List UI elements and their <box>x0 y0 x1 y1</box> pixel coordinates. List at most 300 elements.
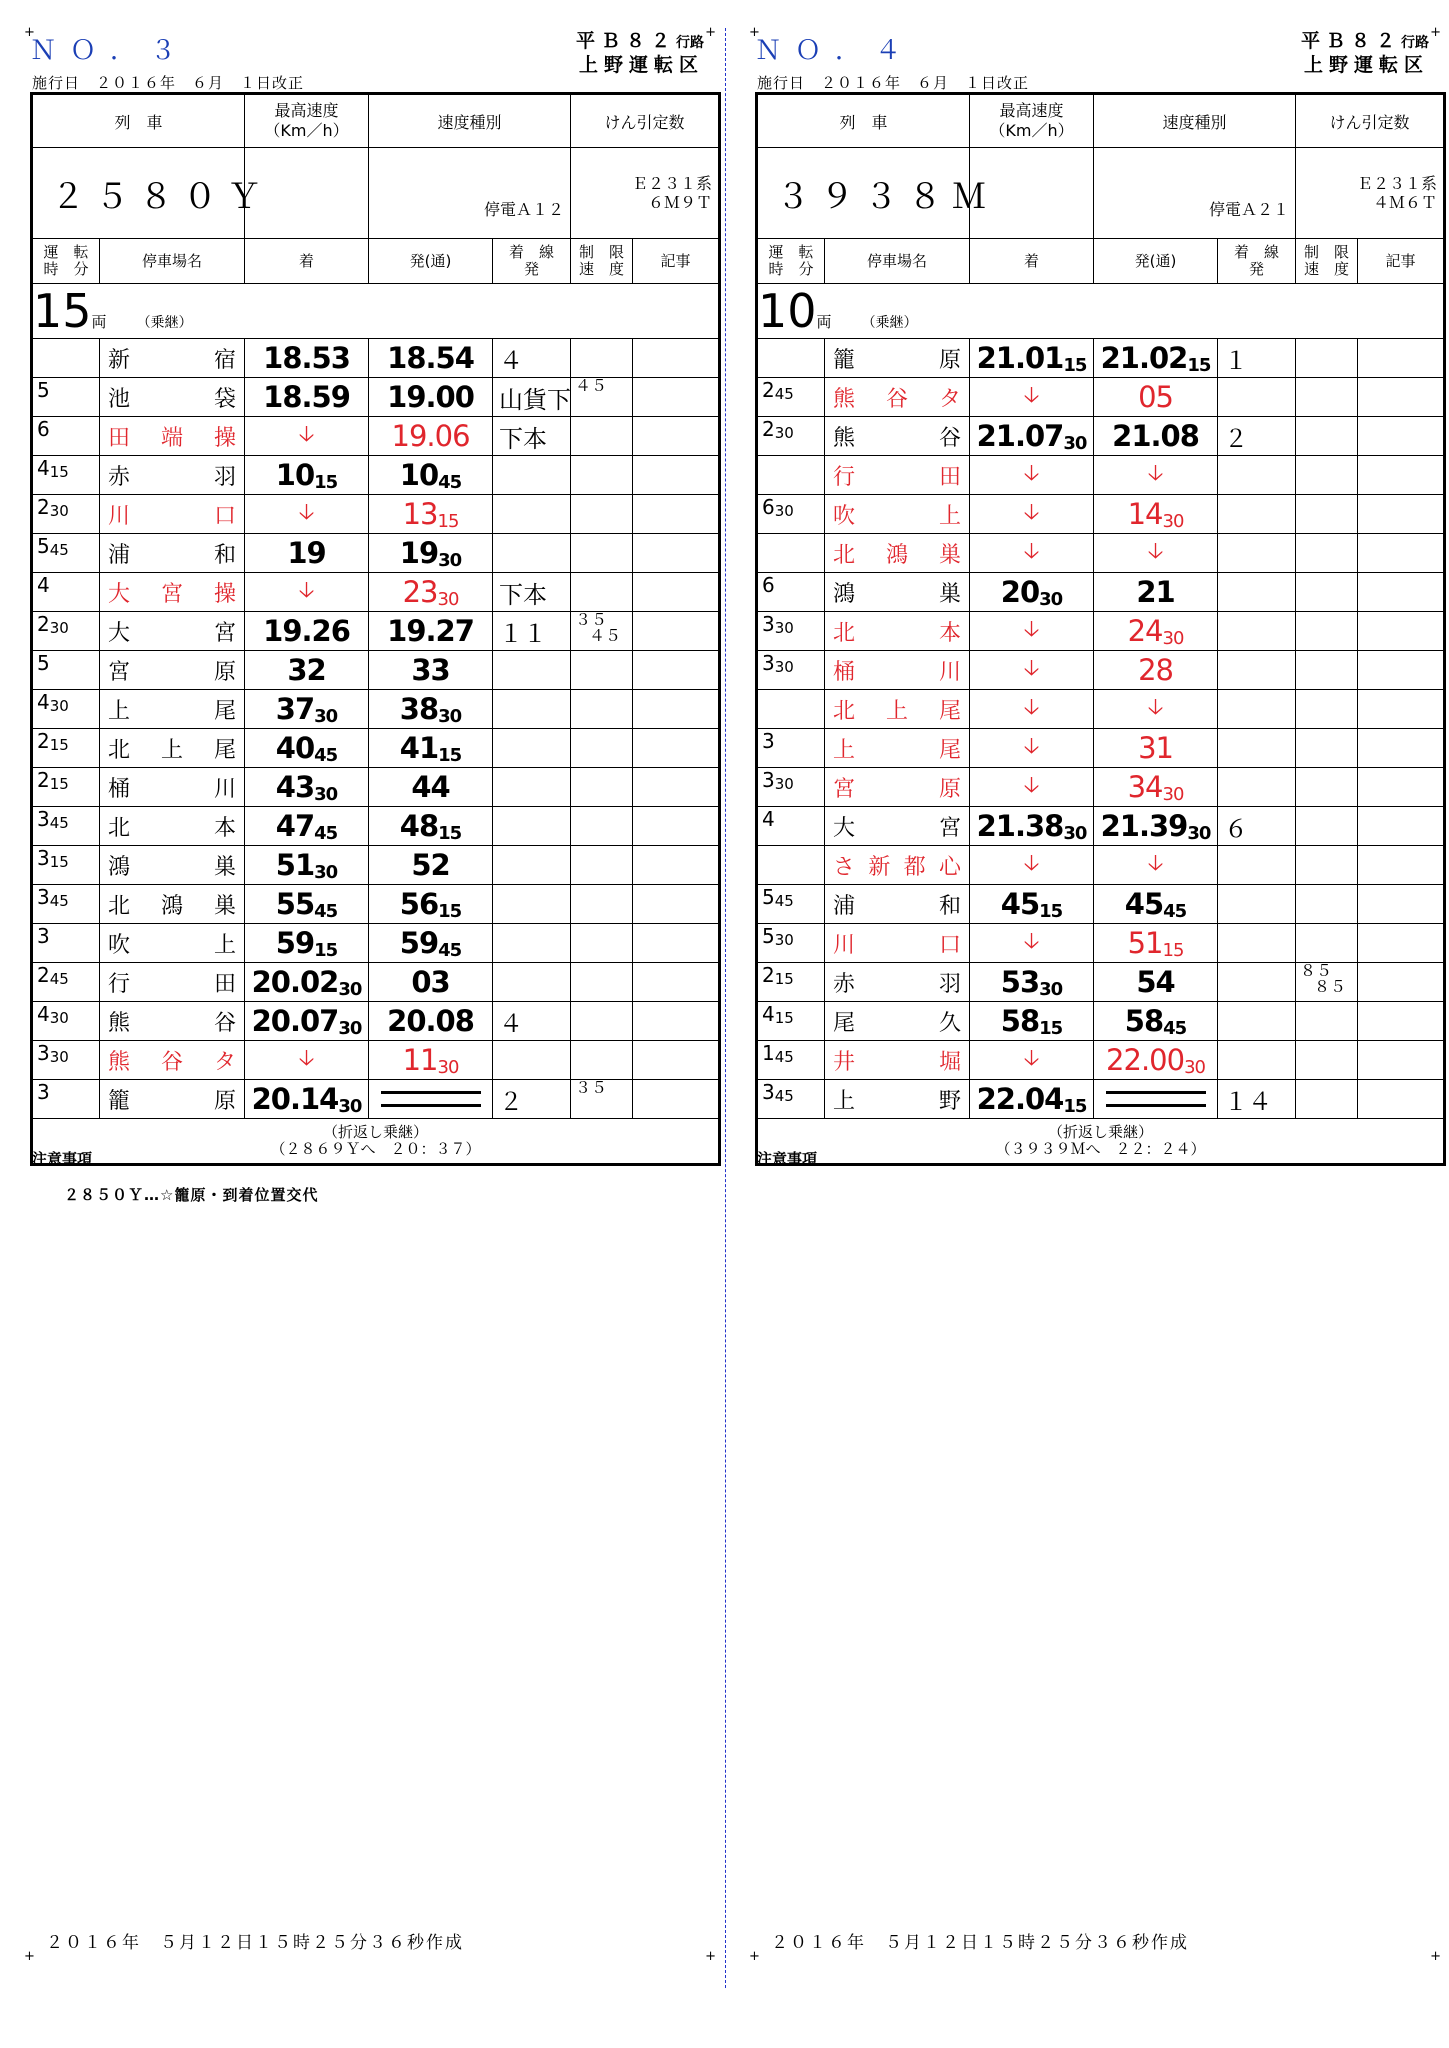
station-name: 大宮 <box>100 612 245 651</box>
teiden-code: 停電Ａ２１ <box>1094 148 1296 239</box>
run-min: 4 <box>37 456 50 480</box>
run-time <box>757 456 825 495</box>
run-time <box>32 1041 100 1080</box>
timetable-sheet-3 <box>0 0 720 2048</box>
arrival-main: 40 <box>275 731 315 765</box>
run-min: 4 <box>37 690 50 714</box>
car-series: Ｅ２３１系 <box>632 174 713 193</box>
arrival-main: 21.38 <box>976 809 1064 843</box>
station-name: 新宿 <box>100 339 245 378</box>
arrival-main: 59 <box>275 926 315 960</box>
departure-sec: 30 <box>1162 628 1184 649</box>
track-number <box>1218 573 1296 612</box>
run-time <box>32 612 100 651</box>
table-row <box>32 573 720 612</box>
departure-time <box>1094 417 1218 456</box>
limit-value-2 <box>575 938 589 957</box>
maxspeed-header <box>245 94 369 148</box>
limit-value-2 <box>1300 470 1314 489</box>
run-sec: 30 <box>774 424 794 442</box>
run-min: 4 <box>762 807 775 831</box>
run-sec: 15 <box>774 970 794 988</box>
table-row <box>32 1041 720 1080</box>
run-sec: 45 <box>774 385 794 403</box>
table-row <box>32 417 720 456</box>
track-number <box>1218 963 1296 1002</box>
departure-sec: 30 <box>438 550 462 571</box>
departure-time <box>369 1041 493 1080</box>
terminal-mark <box>369 1080 493 1119</box>
departure-header: 発(通) <box>1094 239 1218 284</box>
limit-value-2 <box>1300 743 1314 762</box>
arrival-main: 19.26 <box>263 614 350 648</box>
run-sec: 45 <box>49 892 69 910</box>
speed-limit <box>1296 1080 1358 1119</box>
track-number <box>1218 885 1296 924</box>
table-row <box>32 1080 720 1119</box>
speed-limit <box>571 612 633 651</box>
table-row <box>757 768 1445 807</box>
sheet-number: ＮＯ．４ <box>755 36 916 66</box>
departure-main: 56 <box>399 887 439 921</box>
run-sec: 45 <box>49 814 69 832</box>
run-sec: 15 <box>774 1009 794 1027</box>
pass-arrow-icon: 🡣 <box>1094 846 1218 885</box>
run-min: 6 <box>762 573 775 597</box>
run-sec: 45 <box>774 1048 794 1066</box>
notes-cell <box>1358 1080 1445 1119</box>
notes-header: 記事 <box>1358 239 1445 284</box>
pass-arrow-icon: 🡣 <box>1094 534 1218 573</box>
table-row <box>757 963 1445 1002</box>
departure-main: 34 <box>1127 770 1163 804</box>
transfer-note: （乗継） <box>861 315 918 331</box>
arrival-sec: 30 <box>1063 823 1087 844</box>
departure-time <box>369 963 493 1002</box>
departure-time <box>369 846 493 885</box>
run-time <box>757 534 825 573</box>
track-number: 山貨下 <box>493 378 571 417</box>
track-number <box>1218 1002 1296 1041</box>
table-row <box>757 1002 1445 1041</box>
run-min: 3 <box>37 807 50 831</box>
arrival-time <box>245 378 369 417</box>
return-train: （２８６９Ｙへ ２０：３７） <box>270 1140 481 1158</box>
speed-limit <box>571 1002 633 1041</box>
track-header <box>493 239 571 284</box>
pass-arrow-icon: 🡣 <box>245 417 369 456</box>
departure-time <box>369 807 493 846</box>
departure-time <box>369 339 493 378</box>
table-row <box>32 729 720 768</box>
run-time <box>32 924 100 963</box>
route-suffix: 行路 <box>676 35 704 51</box>
track-number <box>1218 534 1296 573</box>
departure-main: 59 <box>399 926 439 960</box>
station-name: 熊谷タ <box>825 378 970 417</box>
track-number <box>493 963 571 1002</box>
arrival-main: 21.01 <box>976 341 1064 375</box>
limit-value-2 <box>575 704 589 723</box>
departure-sec: 45 <box>438 940 462 961</box>
departure-sec: 45 <box>1163 901 1187 922</box>
arrival-sec: 30 <box>338 1096 362 1117</box>
run-sec: 45 <box>49 541 69 559</box>
speed-limit <box>1296 1002 1358 1041</box>
notes-cell <box>1358 378 1445 417</box>
pass-arrow-icon: 🡣 <box>970 378 1094 417</box>
run-min: 1 <box>762 1041 775 1065</box>
station-name: 吹上 <box>825 495 970 534</box>
station-name: 大宮 <box>825 807 970 846</box>
run-time <box>32 807 100 846</box>
created-timestamp: ２０１６年 ５月１２日１５時２５分３６秒作成 <box>771 1933 1189 1953</box>
station-name: 鴻巣 <box>100 846 245 885</box>
departure-time <box>1094 729 1218 768</box>
departure-main: 03 <box>411 965 450 999</box>
speed-limit <box>1296 495 1358 534</box>
car-count-unit: 両 <box>91 313 107 331</box>
departure-main: 28 <box>1138 653 1173 687</box>
pass-arrow-icon: 🡣 <box>970 924 1094 963</box>
notes-cell <box>633 378 720 417</box>
limit-value-2 <box>575 782 589 801</box>
speed-limit <box>1296 417 1358 456</box>
departure-main: 51 <box>1127 926 1163 960</box>
arrival-main: 18.53 <box>263 341 350 375</box>
track-label: 着 線 <box>1234 243 1280 261</box>
run-min: 5 <box>37 378 50 402</box>
limit-value-2 <box>1300 431 1314 450</box>
table-row <box>757 417 1445 456</box>
station-name: 籠原 <box>825 339 970 378</box>
limit-value-2 <box>575 743 589 762</box>
limit-value-2 <box>575 587 589 606</box>
station-name: 桶川 <box>825 651 970 690</box>
run-time <box>32 1002 100 1041</box>
limit-value: ３５ <box>575 610 608 629</box>
run-time <box>757 339 825 378</box>
sheet-number: ＮＯ．３ <box>30 36 191 66</box>
return-label: （折返し乗継） <box>323 1123 429 1141</box>
station-name: 鴻巣 <box>825 573 970 612</box>
arrival-sec: 15 <box>1039 901 1063 922</box>
departure-time <box>369 534 493 573</box>
arrival-time <box>245 924 369 963</box>
run-time <box>757 378 825 417</box>
departure-main: 05 <box>1138 380 1173 414</box>
speed-limit <box>571 339 633 378</box>
run-sec: 30 <box>774 775 794 793</box>
station-name: 北上尾 <box>825 690 970 729</box>
notes-cell <box>1358 768 1445 807</box>
limit-unit: 速 度 <box>579 260 625 278</box>
limit-value: ８５ <box>1300 961 1333 980</box>
column-header-row <box>32 239 720 284</box>
station-header: 停車場名 <box>100 239 245 284</box>
departure-time <box>369 924 493 963</box>
track-number <box>1218 378 1296 417</box>
departure-main: 19.00 <box>387 380 474 414</box>
speed-limit-header <box>1296 239 1358 284</box>
track-number: １４ <box>1218 1080 1296 1119</box>
station-name: 浦和 <box>100 534 245 573</box>
limit-value-2 <box>575 1016 589 1035</box>
departure-time <box>1094 807 1218 846</box>
speed-limit <box>1296 534 1358 573</box>
arrival-sec: 30 <box>314 862 338 883</box>
arrival-time <box>245 885 369 924</box>
departure-main: 19.27 <box>387 614 474 648</box>
arrival-sec: 30 <box>314 706 338 727</box>
station-name: 池袋 <box>100 378 245 417</box>
run-time <box>757 807 825 846</box>
notes-cell <box>633 1002 720 1041</box>
limit-value-2 <box>575 548 589 567</box>
notes-cell <box>633 768 720 807</box>
run-min: 2 <box>762 963 775 987</box>
track-number: １１ <box>493 612 571 651</box>
arrival-main: 51 <box>275 848 315 882</box>
table-row <box>757 534 1445 573</box>
table-row <box>757 378 1445 417</box>
arrival-sec: 15 <box>314 940 338 961</box>
run-time <box>32 1080 100 1119</box>
departure-main: 52 <box>411 848 450 882</box>
train-header: 列 車 <box>32 94 245 148</box>
created-timestamp: ２０１６年 ５月１２日１５時２５分３６秒作成 <box>46 1933 464 1953</box>
departure-main: 58 <box>1124 1004 1164 1038</box>
arrival-time <box>245 651 369 690</box>
run-sec: 30 <box>774 619 794 637</box>
run-sec: 30 <box>774 658 794 676</box>
table-row <box>32 534 720 573</box>
speed-limit <box>571 807 633 846</box>
run-min: 4 <box>37 1002 50 1026</box>
speed-limit <box>571 729 633 768</box>
run-sec: 15 <box>49 463 69 481</box>
departure-main: 19.06 <box>391 419 470 453</box>
run-time <box>757 651 825 690</box>
pass-arrow-icon: 🡣 <box>970 495 1094 534</box>
column-header-row <box>757 239 1445 284</box>
departure-main: 18.54 <box>387 341 474 375</box>
speed-limit <box>1296 924 1358 963</box>
speed-limit <box>571 963 633 1002</box>
notes-cell <box>1358 495 1445 534</box>
train-header: 列 車 <box>757 94 970 148</box>
pass-arrow-icon: 🡣 <box>970 456 1094 495</box>
arrival-time <box>245 807 369 846</box>
arrival-sec: 45 <box>314 823 338 844</box>
table-row <box>757 924 1445 963</box>
run-min: 2 <box>37 729 50 753</box>
station-header: 停車場名 <box>825 239 970 284</box>
run-time <box>32 885 100 924</box>
arrival-time <box>245 1080 369 1119</box>
run-min: 2 <box>37 768 50 792</box>
limit-value-2 <box>1300 392 1314 411</box>
track-number <box>493 807 571 846</box>
table-row <box>32 1002 720 1041</box>
arrival-main: 45 <box>1000 887 1040 921</box>
arrival-main: 43 <box>275 770 315 804</box>
limit-value-2 <box>575 977 589 996</box>
table-row <box>32 846 720 885</box>
notes-cell <box>1358 456 1445 495</box>
station-name: 桶川 <box>100 768 245 807</box>
departure-sec: 15 <box>1162 940 1184 961</box>
run-min: 3 <box>762 651 775 675</box>
return-label: （折返し乗継） <box>1048 1123 1154 1141</box>
arrival-sec: 30 <box>338 979 362 1000</box>
corner-mark: + <box>749 1949 760 1964</box>
arrival-sec: 30 <box>314 784 338 805</box>
train-row <box>32 148 720 239</box>
limit-value-2 <box>575 509 589 528</box>
speed-limit <box>571 690 633 729</box>
notes-cell <box>633 495 720 534</box>
corner-mark: + <box>1430 1949 1441 1964</box>
arrival-main: 37 <box>275 692 315 726</box>
station-name: 浦和 <box>825 885 970 924</box>
limit-value-2 <box>1300 704 1314 723</box>
notes-cell <box>1358 417 1445 456</box>
speed-limit <box>571 417 633 456</box>
run-sec: 45 <box>774 892 794 910</box>
speed-limit <box>1296 378 1358 417</box>
table-row <box>32 690 720 729</box>
speed-limit <box>1296 729 1358 768</box>
table-row <box>32 378 720 417</box>
arrival-time <box>970 1080 1094 1119</box>
notes-cell <box>633 417 720 456</box>
track-number: ４ <box>493 339 571 378</box>
arrival-time <box>245 612 369 651</box>
run-min: 5 <box>37 534 50 558</box>
departure-time <box>369 690 493 729</box>
arrival-main: 18.59 <box>263 380 350 414</box>
table-row <box>757 1041 1445 1080</box>
arrival-main: 19 <box>287 536 326 570</box>
train-number: ３９３８Ｍ <box>757 148 970 239</box>
maxspeed-label: 最高速度 <box>274 101 339 120</box>
run-sec: 30 <box>49 1048 69 1066</box>
pass-arrow-icon: 🡣 <box>245 1041 369 1080</box>
notes-cell <box>1358 651 1445 690</box>
speed-limit <box>571 885 633 924</box>
departure-time <box>1094 885 1218 924</box>
track-number <box>1218 495 1296 534</box>
car-count-unit: 両 <box>816 313 832 331</box>
arrival-header: 着 <box>245 239 369 284</box>
run-min: 2 <box>37 963 50 987</box>
pass-arrow-icon: 🡣 <box>970 651 1094 690</box>
timetable-table <box>755 92 1446 1166</box>
arrival-main: 21.07 <box>976 419 1064 453</box>
arrival-main: 47 <box>275 809 315 843</box>
limit-value-2: ４５ <box>589 626 622 645</box>
arrival-main: 20.02 <box>251 965 339 999</box>
train-row <box>757 148 1445 239</box>
departure-main: 45 <box>1124 887 1164 921</box>
limit-value-2 <box>1300 1094 1314 1113</box>
train-number: ２５８０Ｙ <box>32 148 245 239</box>
cars-row <box>757 284 1445 339</box>
arrival-sec: 30 <box>1039 589 1063 610</box>
departure-main: 38 <box>399 692 439 726</box>
speed-limit <box>1296 339 1358 378</box>
table-row <box>757 495 1445 534</box>
limit-value-2 <box>575 899 589 918</box>
run-time-unit: 時 分 <box>43 260 89 278</box>
track-number <box>493 1041 571 1080</box>
station-name: 上尾 <box>825 729 970 768</box>
run-time <box>32 534 100 573</box>
departure-time <box>1094 612 1218 651</box>
departure-time <box>369 612 493 651</box>
notes-header: 記事 <box>633 239 720 284</box>
track-number <box>493 729 571 768</box>
departure-main: 21 <box>1136 575 1175 609</box>
notes-cell <box>1358 807 1445 846</box>
speed-limit <box>571 534 633 573</box>
table-row <box>32 768 720 807</box>
arrival-sec: 15 <box>1063 355 1087 376</box>
speed-limit <box>571 846 633 885</box>
station-name: さ新都心 <box>825 846 970 885</box>
departure-time <box>369 651 493 690</box>
run-time <box>32 690 100 729</box>
run-min: 2 <box>37 612 50 636</box>
effective-date: 施行日 ２０１６年 ６月 １日改正 <box>757 74 1030 92</box>
table-row <box>757 1080 1445 1119</box>
run-time <box>757 573 825 612</box>
pass-arrow-icon: 🡣 <box>970 1041 1094 1080</box>
arrival-time <box>970 573 1094 612</box>
notes-cell <box>1358 924 1445 963</box>
run-min: 6 <box>37 417 50 441</box>
table-row <box>757 690 1445 729</box>
departure-main: 48 <box>399 809 439 843</box>
limit-label: 制 限 <box>579 243 625 261</box>
arrival-main: 55 <box>275 887 315 921</box>
arrival-header: 着 <box>970 239 1094 284</box>
run-time <box>757 963 825 1002</box>
departure-main: 41 <box>399 731 439 765</box>
table-row <box>32 612 720 651</box>
speed-limit <box>571 573 633 612</box>
limit-value-2 <box>1300 821 1314 840</box>
limit-value-2 <box>575 431 589 450</box>
arrival-time <box>245 768 369 807</box>
departure-sec: 15 <box>438 745 462 766</box>
departure-main: 33 <box>411 653 450 687</box>
limit-value-2 <box>1300 587 1314 606</box>
car-count <box>757 284 1445 339</box>
departure-time <box>1094 495 1218 534</box>
station-name: 熊谷 <box>825 417 970 456</box>
limit-label: 制 限 <box>1304 243 1350 261</box>
station-name: 行田 <box>825 456 970 495</box>
limit-value-2 <box>575 392 589 411</box>
run-sec: 30 <box>49 1009 69 1027</box>
run-min: 4 <box>762 1002 775 1026</box>
car-count-value: 10 <box>758 284 817 338</box>
limit-value-2 <box>1300 782 1314 801</box>
speed-limit <box>1296 846 1358 885</box>
header-row <box>32 94 720 148</box>
